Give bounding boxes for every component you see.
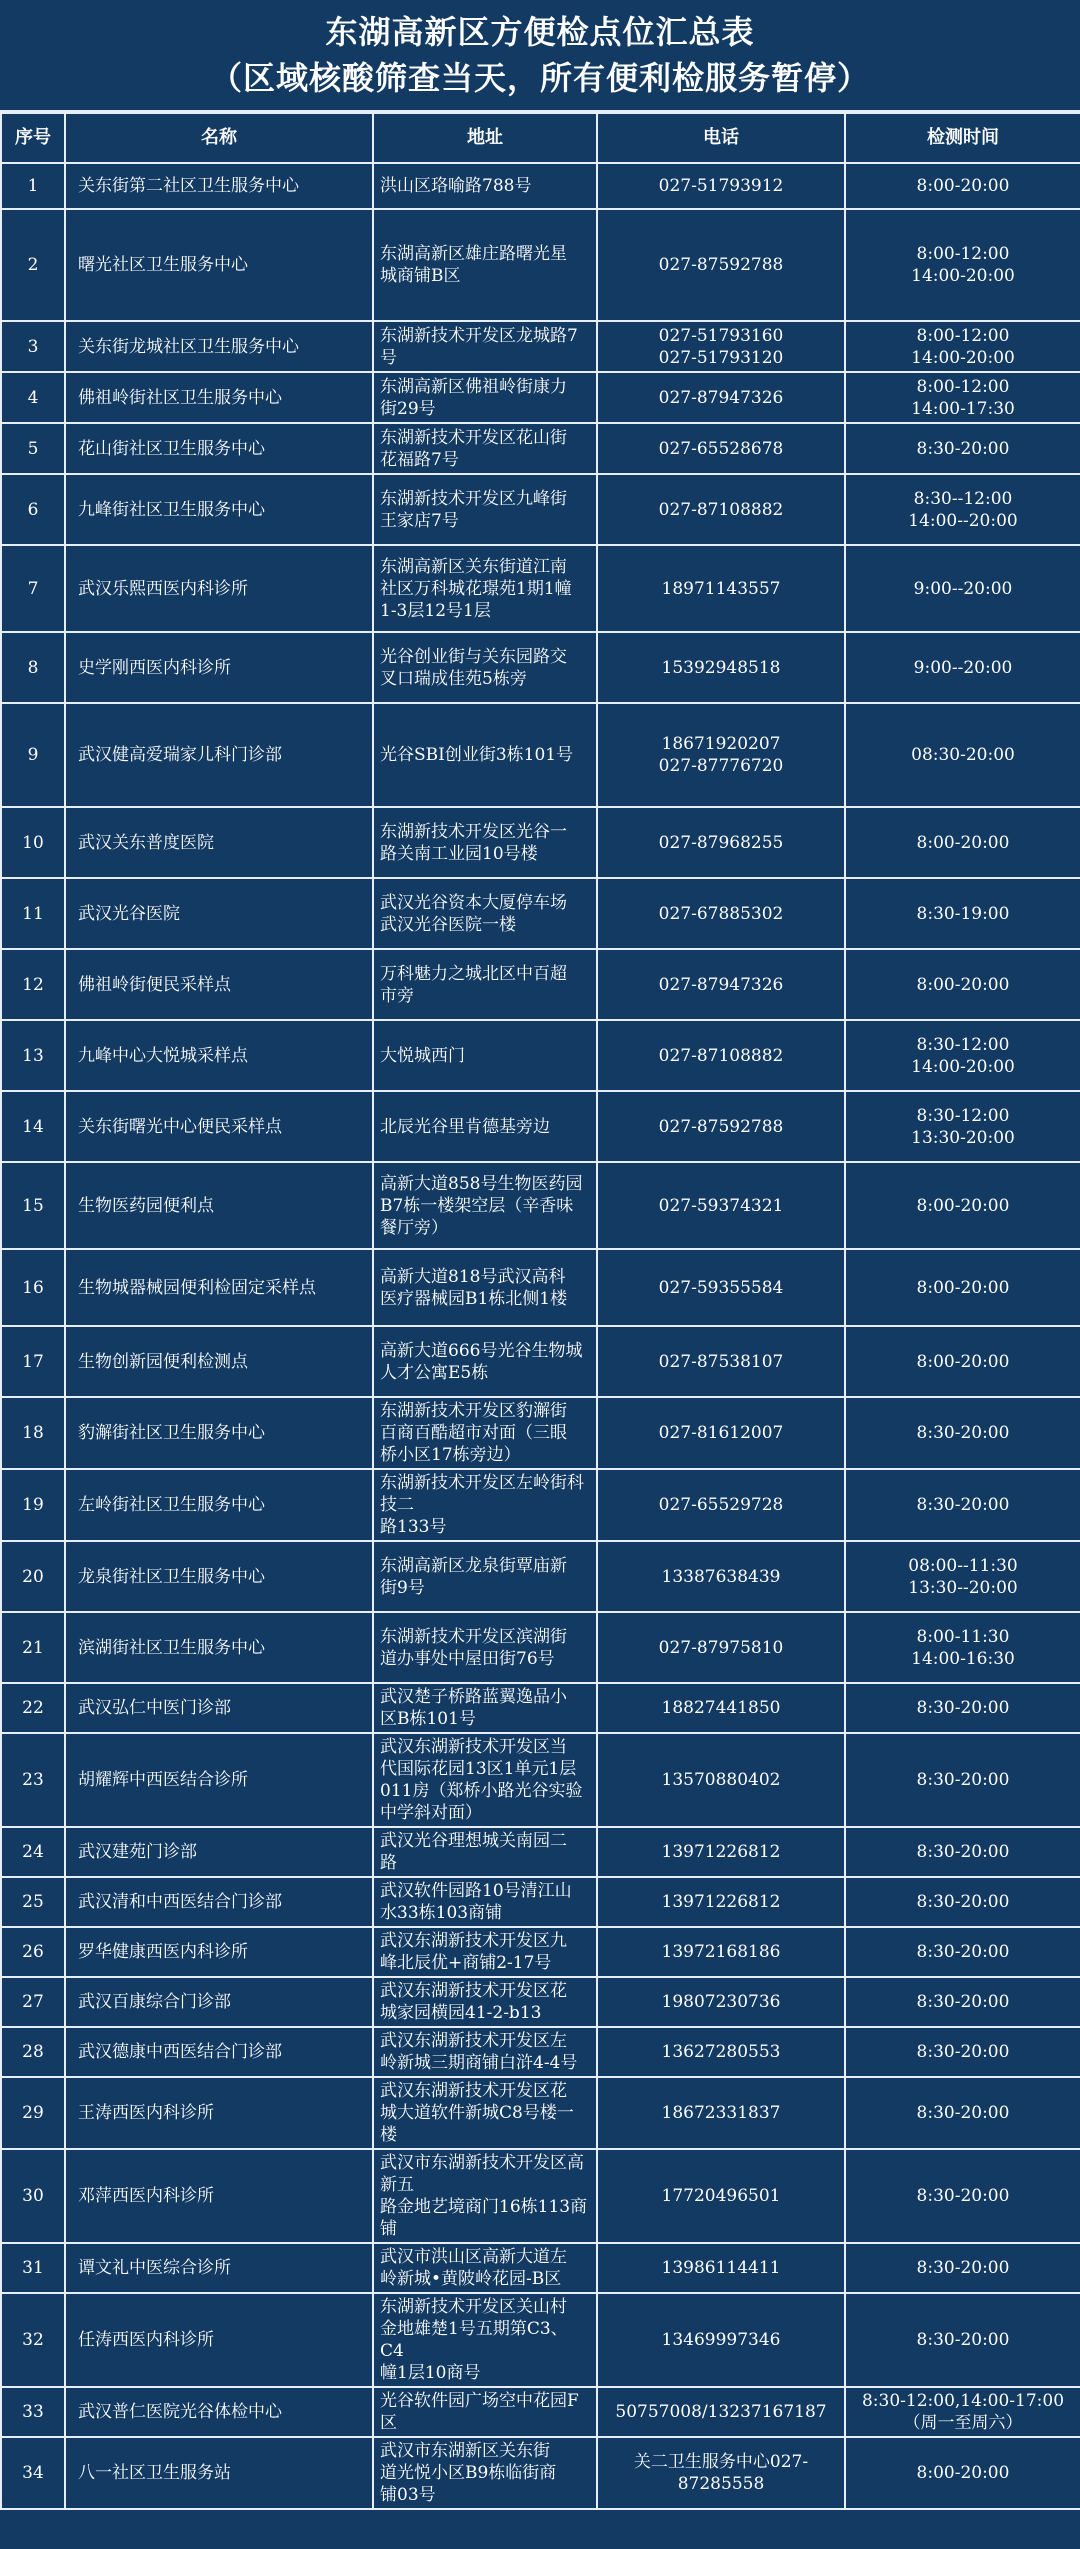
cell-time: 8:00-20:00 (845, 1326, 1080, 1397)
cell-no: 16 (1, 1249, 65, 1326)
table-row (1, 1020, 1080, 1091)
cell-phone: 027-59355584 (597, 1249, 845, 1326)
cell-no: 1 (1, 163, 65, 209)
table-row (1, 1541, 1080, 1612)
cell-time: 8:00-20:00 (845, 807, 1080, 878)
cell-address: 高新大道666号光谷生物城 人才公寓E5栋 (373, 1326, 597, 1397)
cell-no: 23 (1, 1733, 65, 1827)
cell-address: 洪山区珞喻路788号 (373, 163, 597, 209)
cell-phone: 18971143557 (597, 545, 845, 632)
table-row (1, 2293, 1080, 2387)
table-row (1, 1877, 1080, 1927)
table-row (1, 949, 1080, 1020)
cell-no: 13 (1, 1020, 65, 1091)
table-row (1, 163, 1080, 209)
cell-name: 关东街第二社区卫生服务中心 (65, 163, 373, 209)
cell-no: 14 (1, 1091, 65, 1162)
cell-time: 8:00-20:00 (845, 1162, 1080, 1249)
cell-time: 8:30-20:00 (845, 1977, 1080, 2027)
cell-time: 8:30-19:00 (845, 878, 1080, 949)
cell-time: 9:00--20:00 (845, 632, 1080, 703)
cell-name: 武汉健高爱瑞家儿科门诊部 (65, 703, 373, 807)
cell-time: 8:00-20:00 (845, 2437, 1080, 2509)
cell-address: 东湖高新区雄庄路曙光星 城商铺B区 (373, 209, 597, 321)
cell-address: 东湖高新区关东街道江南 社区万科城花璟苑1期1幢 1-3层12号1层 (373, 545, 597, 632)
cell-address: 万科魅力之城北区中百超 市旁 (373, 949, 597, 1020)
cell-no: 9 (1, 703, 65, 807)
cell-time: 8:30-20:00 (845, 2027, 1080, 2077)
cell-time: 8:00-20:00 (845, 1249, 1080, 1326)
cell-phone: 13971226812 (597, 1827, 845, 1877)
cell-no: 2 (1, 209, 65, 321)
cell-name: 九峰中心大悦城采样点 (65, 1020, 373, 1091)
cell-address: 武汉东湖新技术开发区九 峰北辰优+商铺2-17号 (373, 1927, 597, 1977)
table-body (1, 163, 1080, 2509)
cell-no: 11 (1, 878, 65, 949)
cell-phone: 13986114411 (597, 2243, 845, 2293)
cell-name: 龙泉街社区卫生服务中心 (65, 1541, 373, 1612)
cell-address: 光谷创业街与关东园路交 叉口瑞成佳苑5栋旁 (373, 632, 597, 703)
cell-name: 生物城器械园便利检固定采样点 (65, 1249, 373, 1326)
cell-name: 关东街曙光中心便民采样点 (65, 1091, 373, 1162)
header-name: 名称 (65, 113, 373, 163)
cell-time: 9:00--20:00 (845, 545, 1080, 632)
cell-time: 8:30-20:00 (845, 2293, 1080, 2387)
cell-time: 8:30-20:00 (845, 423, 1080, 474)
table-row (1, 1397, 1080, 1469)
cell-name: 佛祖岭街社区卫生服务中心 (65, 372, 373, 423)
cell-address: 东湖新技术开发区花山街 花福路7号 (373, 423, 597, 474)
cell-phone: 027-51793160 027-51793120 (597, 321, 845, 372)
cell-phone: 027-87947326 (597, 949, 845, 1020)
cell-time: 8:30--12:00 14:00--20:00 (845, 474, 1080, 545)
table-row (1, 1733, 1080, 1827)
table-row (1, 2027, 1080, 2077)
cell-no: 31 (1, 2243, 65, 2293)
table-row (1, 2387, 1080, 2437)
page-subtitle: （区域核酸筛查当天，所有便利检服务暂停） (209, 59, 870, 97)
cell-time: 8:00-12:00 14:00-20:00 (845, 209, 1080, 321)
cell-address: 东湖新技术开发区龙城路7 号 (373, 321, 597, 372)
cell-time: 8:30-20:00 (845, 1927, 1080, 1977)
cell-phone: 18671920207 027-87776720 (597, 703, 845, 807)
cell-time: 8:30-20:00 (845, 1683, 1080, 1733)
table-row (1, 1326, 1080, 1397)
cell-phone: 027-87592788 (597, 209, 845, 321)
cell-name: 胡耀辉中西医结合诊所 (65, 1733, 373, 1827)
cell-address: 光谷SBI创业街3栋101号 (373, 703, 597, 807)
cell-no: 12 (1, 949, 65, 1020)
cell-no: 26 (1, 1927, 65, 1977)
cell-address: 大悦城西门 (373, 1020, 597, 1091)
cell-no: 20 (1, 1541, 65, 1612)
cell-address: 武汉市东湖新区关东街 道光悦小区B9栋临街商 铺03号 (373, 2437, 597, 2509)
table-row (1, 2437, 1080, 2509)
cell-no: 29 (1, 2077, 65, 2149)
cell-phone: 13972168186 (597, 1927, 845, 1977)
cell-phone: 027-65528678 (597, 423, 845, 474)
cell-address: 东湖新技术开发区左岭街科技二 路133号 (373, 1469, 597, 1541)
cell-time: 8:30-20:00 (845, 1827, 1080, 1877)
header-no: 序号 (1, 113, 65, 163)
table-row (1, 632, 1080, 703)
table-row (1, 209, 1080, 321)
cell-address: 武汉光谷资本大厦停车场 武汉光谷医院一楼 (373, 878, 597, 949)
cell-phone: 027-65529728 (597, 1469, 845, 1541)
table-row (1, 321, 1080, 372)
cell-no: 34 (1, 2437, 65, 2509)
cell-name: 武汉普仁医院光谷体检中心 (65, 2387, 373, 2437)
page-title: 东湖高新区方便检点位汇总表 (325, 13, 755, 51)
cell-address: 光谷软件园广场空中花园F 区 (373, 2387, 597, 2437)
cell-name: 滨湖街社区卫生服务中心 (65, 1612, 373, 1683)
table-row (1, 474, 1080, 545)
cell-no: 10 (1, 807, 65, 878)
table-row (1, 807, 1080, 878)
cell-phone: 13387638439 (597, 1541, 845, 1612)
cell-phone: 027-87108882 (597, 1020, 845, 1091)
table-header-row (1, 113, 1080, 163)
table-row (1, 1469, 1080, 1541)
table-row (1, 2149, 1080, 2243)
cell-no: 18 (1, 1397, 65, 1469)
table-row (1, 1927, 1080, 1977)
cell-address: 武汉楚子桥路蓝翼逸品小 区B栋101号 (373, 1683, 597, 1733)
cell-name: 关东街龙城社区卫生服务中心 (65, 321, 373, 372)
cell-no: 21 (1, 1612, 65, 1683)
cell-address: 北辰光谷里肯德基旁边 (373, 1091, 597, 1162)
cell-name: 生物创新园便利检测点 (65, 1326, 373, 1397)
cell-phone: 18827441850 (597, 1683, 845, 1733)
cell-address: 武汉市东湖新技术开发区高新五 路金地艺境商门16栋113商 铺 (373, 2149, 597, 2243)
cell-phone: 027-87975810 (597, 1612, 845, 1683)
cell-name: 罗华健康西医内科诊所 (65, 1927, 373, 1977)
cell-name: 花山街社区卫生服务中心 (65, 423, 373, 474)
cell-phone: 027-87108882 (597, 474, 845, 545)
cell-name: 武汉乐熙西医内科诊所 (65, 545, 373, 632)
cell-no: 6 (1, 474, 65, 545)
cell-no: 19 (1, 1469, 65, 1541)
cell-address: 武汉软件园路10号清江山 水33栋103商铺 (373, 1877, 597, 1927)
cell-address: 东湖新技术开发区九峰街 王家店7号 (373, 474, 597, 545)
cell-phone: 13570880402 (597, 1733, 845, 1827)
table-row (1, 2077, 1080, 2149)
cell-time: 8:30-20:00 (845, 1733, 1080, 1827)
cell-address: 武汉东湖新技术开发区花 城大道软件新城C8号楼一 楼 (373, 2077, 597, 2149)
cell-name: 任涛西医内科诊所 (65, 2293, 373, 2387)
cell-no: 33 (1, 2387, 65, 2437)
table-row (1, 372, 1080, 423)
cell-no: 15 (1, 1162, 65, 1249)
cell-phone: 027-59374321 (597, 1162, 845, 1249)
cell-phone: 13469997346 (597, 2293, 845, 2387)
cell-phone: 关二卫生服务中心027- 87285558 (597, 2437, 845, 2509)
cell-time: 8:30-20:00 (845, 1877, 1080, 1927)
header-time: 检测时间 (845, 113, 1080, 163)
cell-time: 08:30-20:00 (845, 703, 1080, 807)
cell-phone: 027-87592788 (597, 1091, 845, 1162)
cell-time: 08:00--11:30 13:30--20:00 (845, 1541, 1080, 1612)
cell-name: 生物医药园便利点 (65, 1162, 373, 1249)
table-row (1, 1827, 1080, 1877)
cell-no: 32 (1, 2293, 65, 2387)
table-row (1, 2243, 1080, 2293)
cell-no: 7 (1, 545, 65, 632)
cell-no: 27 (1, 1977, 65, 2027)
cell-address: 武汉东湖新技术开发区花 城家园横园41-2-b13 (373, 1977, 597, 2027)
cell-name: 武汉关东普度医院 (65, 807, 373, 878)
header-phone: 电话 (597, 113, 845, 163)
table-row (1, 1091, 1080, 1162)
cell-name: 武汉弘仁中医门诊部 (65, 1683, 373, 1733)
cell-phone: 13627280553 (597, 2027, 845, 2077)
cell-no: 4 (1, 372, 65, 423)
cell-time: 8:30-20:00 (845, 2243, 1080, 2293)
cell-address: 东湖新技术开发区滨湖街 道办事处中屋田街76号 (373, 1612, 597, 1683)
cell-time: 8:30-12:00 13:30-20:00 (845, 1091, 1080, 1162)
header-address: 地址 (373, 113, 597, 163)
cell-address: 东湖新技术开发区豹澥街 百商百酷超市对面（三眼 桥小区17栋旁边） (373, 1397, 597, 1469)
cell-phone: 19807230736 (597, 1977, 845, 2027)
cell-name: 八一社区卫生服务站 (65, 2437, 373, 2509)
cell-no: 5 (1, 423, 65, 474)
cell-name: 史学刚西医内科诊所 (65, 632, 373, 703)
cell-phone: 027-87968255 (597, 807, 845, 878)
table-row (1, 545, 1080, 632)
cell-name: 九峰街社区卫生服务中心 (65, 474, 373, 545)
cell-time: 8:00-20:00 (845, 949, 1080, 1020)
cell-phone: 027-81612007 (597, 1397, 845, 1469)
cell-address: 高新大道818号武汉高科 医疗器械园B1栋北侧1楼 (373, 1249, 597, 1326)
cell-time: 8:30-20:00 (845, 1397, 1080, 1469)
cell-name: 王涛西医内科诊所 (65, 2077, 373, 2149)
cell-time: 8:30-20:00 (845, 2077, 1080, 2149)
table-row (1, 423, 1080, 474)
cell-address: 武汉东湖新技术开发区当 代国际花园13区1单元1层 011房（郑桥小路光谷实验 中学斜对面） (373, 1733, 597, 1827)
cell-address: 东湖新技术开发区光谷一 路关南工业园10号楼 (373, 807, 597, 878)
cell-name: 左岭街社区卫生服务中心 (65, 1469, 373, 1541)
table-row (1, 1977, 1080, 2027)
cell-name: 武汉百康综合门诊部 (65, 1977, 373, 2027)
table-row (1, 1683, 1080, 1733)
cell-no: 17 (1, 1326, 65, 1397)
cell-phone: 027-67885302 (597, 878, 845, 949)
cell-phone: 50757008/13237167187 (597, 2387, 845, 2437)
cell-name: 佛祖岭街便民采样点 (65, 949, 373, 1020)
cell-time: 8:30-20:00 (845, 2149, 1080, 2243)
cell-time: 8:00-12:00 14:00-20:00 (845, 321, 1080, 372)
cell-no: 8 (1, 632, 65, 703)
cell-time: 8:00-11:30 14:00-16:30 (845, 1612, 1080, 1683)
cell-address: 东湖高新区佛祖岭街康力 街29号 (373, 372, 597, 423)
cell-address: 东湖高新区龙泉街覃庙新 街9号 (373, 1541, 597, 1612)
cell-name: 曙光社区卫生服务中心 (65, 209, 373, 321)
cell-phone: 17720496501 (597, 2149, 845, 2243)
cell-no: 3 (1, 321, 65, 372)
table-row (1, 703, 1080, 807)
cell-no: 22 (1, 1683, 65, 1733)
cell-name: 武汉德康中西医结合门诊部 (65, 2027, 373, 2077)
cell-no: 24 (1, 1827, 65, 1877)
cell-time: 8:30-12:00 14:00-20:00 (845, 1020, 1080, 1091)
cell-address: 东湖新技术开发区关山村 金地雄楚1号五期第C3、C4 幢1层10商号 (373, 2293, 597, 2387)
cell-phone: 027-87538107 (597, 1326, 845, 1397)
table-row (1, 1249, 1080, 1326)
testing-sites-table (0, 112, 1080, 2510)
table-row (1, 1612, 1080, 1683)
cell-phone: 027-51793912 (597, 163, 845, 209)
cell-name: 谭文礼中医综合诊所 (65, 2243, 373, 2293)
cell-phone: 18672331837 (597, 2077, 845, 2149)
cell-no: 30 (1, 2149, 65, 2243)
cell-time: 8:00-12:00 14:00-17:30 (845, 372, 1080, 423)
cell-address: 武汉光谷理想城关南园二 路 (373, 1827, 597, 1877)
cell-name: 邓萍西医内科诊所 (65, 2149, 373, 2243)
cell-address: 高新大道858号生物医药园 B7栋一楼架空层（辛香味 餐厅旁） (373, 1162, 597, 1249)
table-row (1, 878, 1080, 949)
cell-address: 武汉市洪山区高新大道左 岭新城•黄陂岭花园-B区 (373, 2243, 597, 2293)
cell-name: 武汉建苑门诊部 (65, 1827, 373, 1877)
table-row (1, 1162, 1080, 1249)
cell-address: 武汉东湖新技术开发区左 岭新城三期商铺白浒4-4号 (373, 2027, 597, 2077)
cell-time: 8:30-20:00 (845, 1469, 1080, 1541)
cell-name: 豹澥街社区卫生服务中心 (65, 1397, 373, 1469)
cell-name: 武汉光谷医院 (65, 878, 373, 949)
cell-phone: 027-87947326 (597, 372, 845, 423)
cell-time: 8:30-12:00,14:00-17:00 （周一至周六） (845, 2387, 1080, 2437)
cell-name: 武汉清和中西医结合门诊部 (65, 1877, 373, 1927)
cell-phone: 13971226812 (597, 1877, 845, 1927)
title-block (0, 0, 1080, 112)
cell-no: 28 (1, 2027, 65, 2077)
cell-time: 8:00-20:00 (845, 163, 1080, 209)
cell-no: 25 (1, 1877, 65, 1927)
cell-phone: 15392948518 (597, 632, 845, 703)
